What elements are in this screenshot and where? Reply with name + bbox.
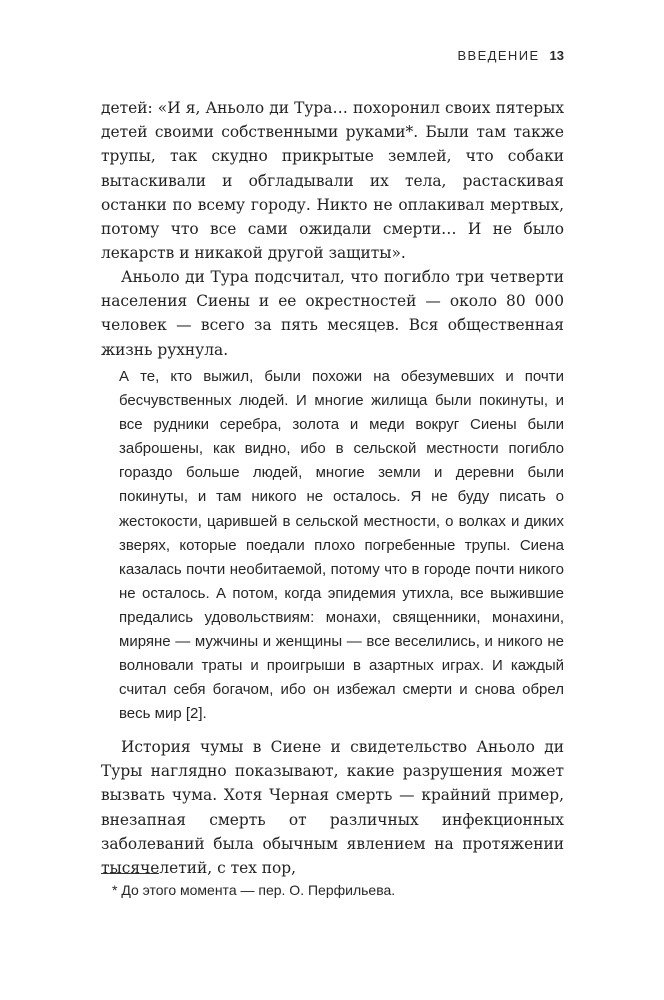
- footnote-divider: [101, 873, 159, 874]
- paragraph-3: История чумы в Сиене и свидетельство Аньоло ди Туры наглядно показывают, какие разрушения может вызвать чума. Хотя Черная смерть — крайний пример, внезапная смерть от различных инфекционных заболеваний была обычным явлением на протяжении тысячелетий, с тех пор,: [101, 738, 564, 878]
- blockquote: А те, кто выжил, были похожи на обезумевших и почти бесчувственных людей. И многие жилища были покинуты, и все рудники серебра, золота и меди вокруг Сиены были заброшены, как видно, ибо в сельской местности погибло гораздо больше людей, многие земли и деревни были покинуты, и там никого не осталось. Я не буду писать о жестокости, царившей в сельской местности, о волках и диких зверях, которые поедали плохо погребенные трупы. Сиена казалась почти необитаемой, потому что в городе почти никого не осталось. А потом, когда эпидемия утихла, все выжившие предались удовольствиям: монахи, священники, монахини, миряне — мужчины и женщины — все веселились, и никого не волновали траты и проигрыши в азартных играх. И каждый считал себя богачом, ибо он избежал смерти и снова обрел весь мир [2].: [119, 368, 564, 723]
- footnote: * До этого момента — пер. О. Перфильева.: [112, 882, 396, 898]
- paragraph-2: Аньоло ди Тура подсчитал, что погибло три четверти населения Сиены и ее окрестностей — около 80 000 человек — всего за пять месяцев. Вся общественная жизнь рухнула.: [101, 268, 564, 359]
- page-number: 13: [549, 48, 564, 63]
- paragraph-1: детей: «И я, Аньоло ди Тура… похоронил своих пятерых детей своими собственными руками*. Были там также трупы, так скудно прикрытые землей, что собаки вытаскивали и обгладывали их тела, растаскивая останки по всему городу. Никто не оплакивал мертвых, потому что все сами ожидали смерти… И не было лекарств и никакой другой защиты».: [101, 99, 564, 263]
- running-head: [457, 48, 564, 63]
- running-head-section: ВВЕДЕНИЕ: [457, 48, 540, 63]
